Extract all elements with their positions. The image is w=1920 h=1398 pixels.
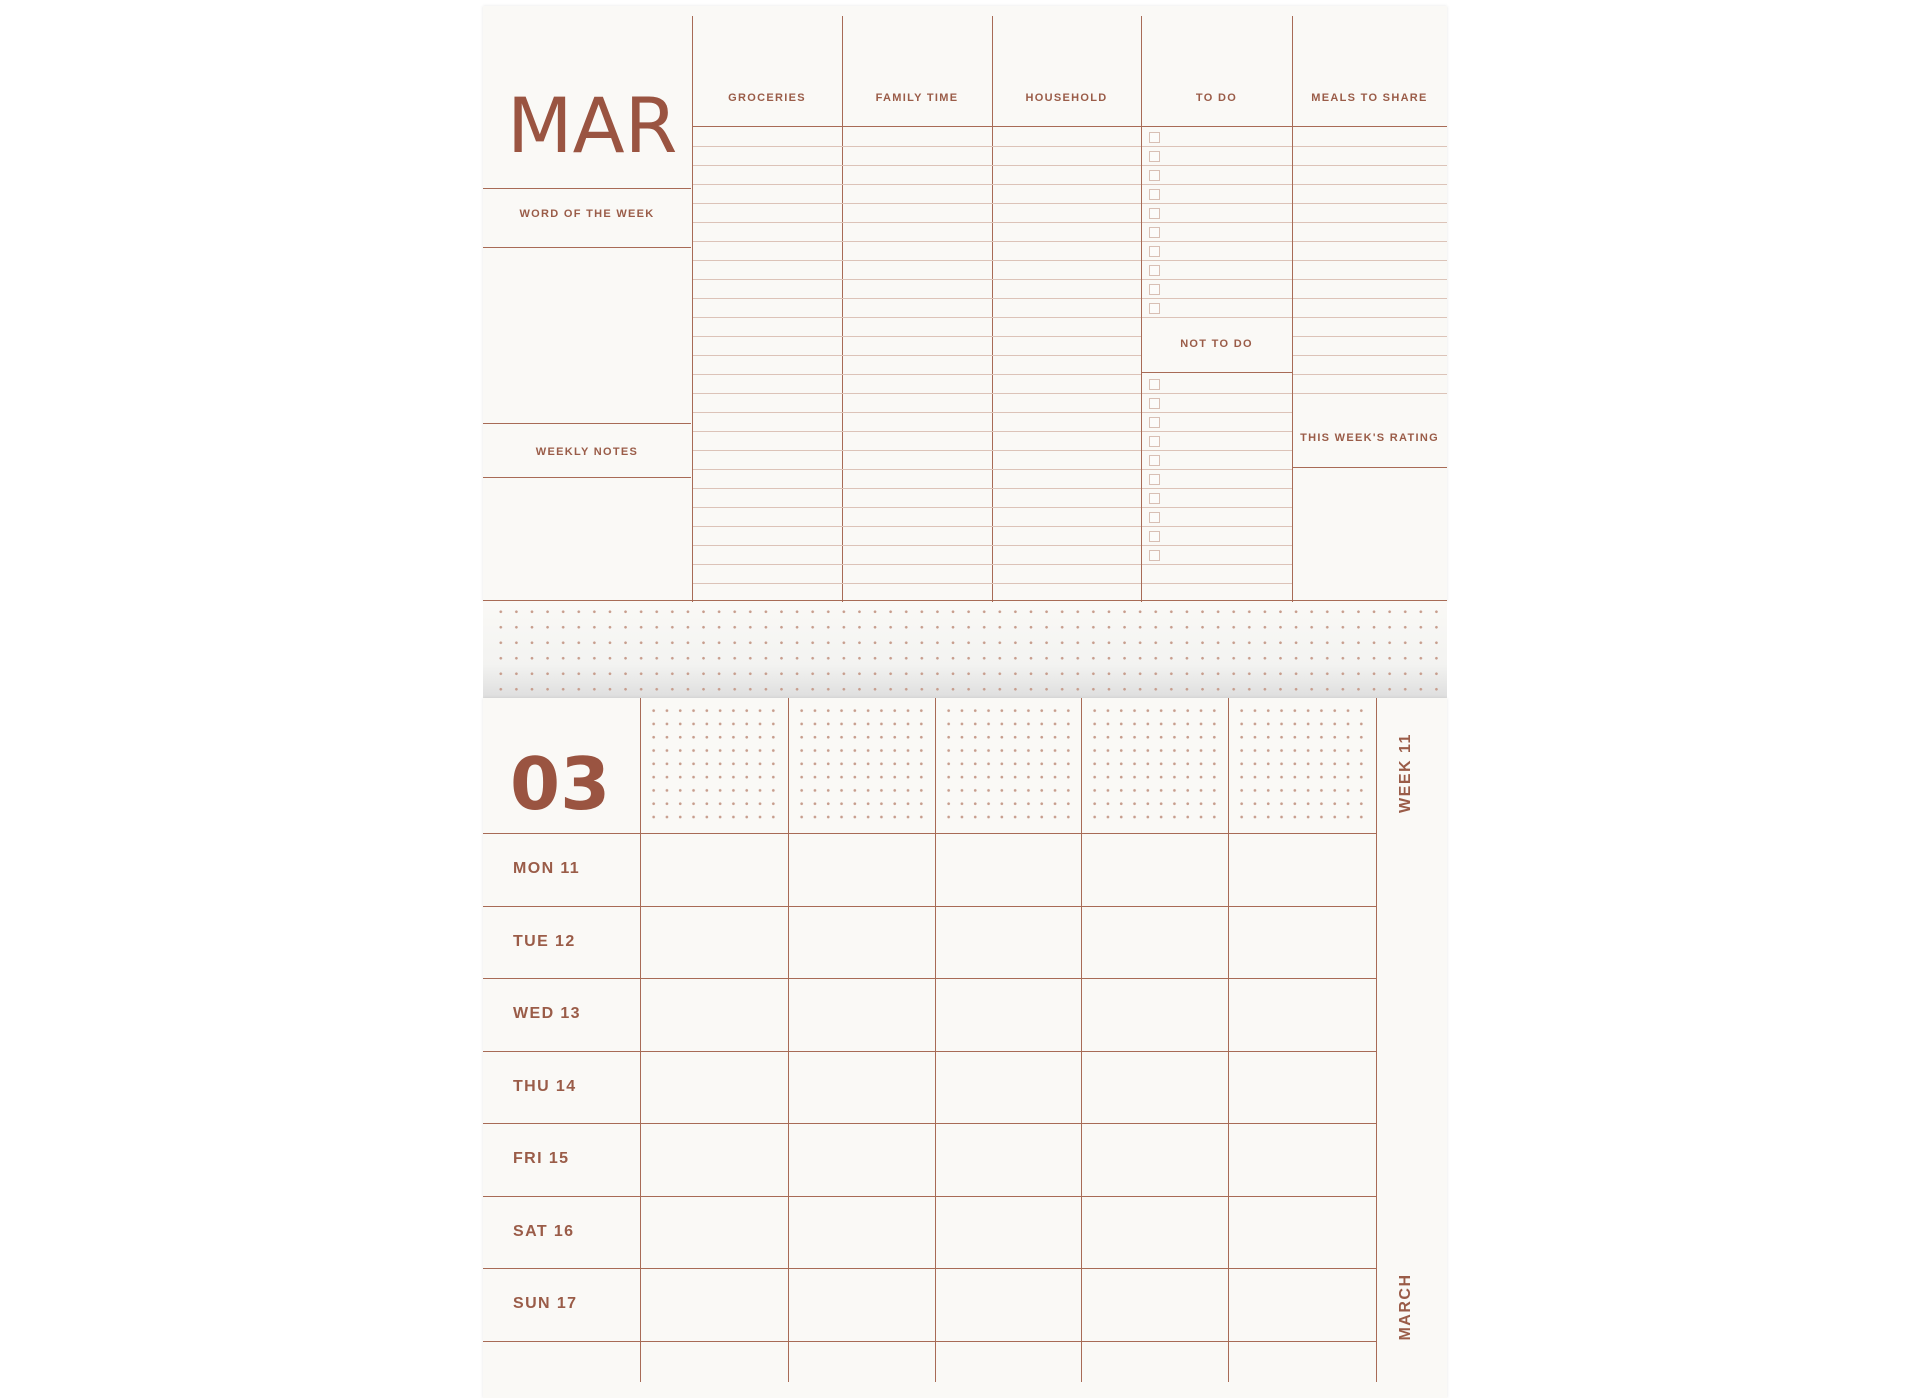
todo-checkbox[interactable]: [1149, 151, 1160, 162]
writing-rule: [693, 545, 1141, 546]
day-cell[interactable]: [936, 834, 1081, 905]
writing-rule: [1293, 260, 1447, 261]
dot-grid-cell[interactable]: [647, 704, 782, 828]
day-cell[interactable]: [641, 1124, 788, 1195]
to-do-header: TO DO: [1195, 92, 1238, 104]
todo-checkbox[interactable]: [1149, 284, 1160, 295]
day-cell[interactable]: [789, 1124, 935, 1195]
writing-rule: [1142, 279, 1292, 280]
writing-rule: [1293, 241, 1447, 242]
not-todo-checkbox[interactable]: [1149, 417, 1160, 428]
grid-row-line: [483, 1341, 1376, 1342]
writing-rule: [693, 279, 1141, 280]
dot-grid-cell[interactable]: [942, 704, 1075, 828]
day-cell[interactable]: [936, 907, 1081, 978]
day-cell[interactable]: [1082, 907, 1228, 978]
writing-rule: [1293, 165, 1447, 166]
dot-grid-cell[interactable]: [795, 704, 929, 828]
writing-rule: [1142, 431, 1292, 432]
day-label: TUE 12: [513, 932, 576, 950]
day-cell[interactable]: [1229, 834, 1376, 905]
not-todo-checkbox[interactable]: [1149, 436, 1160, 447]
household-header: HOUSEHOLD: [1025, 92, 1108, 104]
writing-rule: [1142, 564, 1292, 565]
weekly-notes-area[interactable]: [483, 478, 691, 598]
day-cell[interactable]: [936, 1269, 1081, 1340]
not-todo-checkbox[interactable]: [1149, 398, 1160, 409]
todo-checkbox[interactable]: [1149, 170, 1160, 181]
writing-rule: [693, 241, 1141, 242]
writing-rule: [693, 431, 1141, 432]
day-cell[interactable]: [1082, 1269, 1228, 1340]
day-cell[interactable]: [1229, 907, 1376, 978]
writing-rule: [1142, 241, 1292, 242]
day-cell[interactable]: [936, 979, 1081, 1050]
writing-rule: [1142, 526, 1292, 527]
day-cell[interactable]: [641, 1052, 788, 1123]
writing-rule: [1142, 412, 1292, 413]
writing-rule: [1293, 336, 1447, 337]
header-underline: [692, 126, 1447, 127]
writing-rule: [693, 317, 1141, 318]
writing-rule: [1142, 583, 1292, 584]
writing-rule: [693, 393, 1141, 394]
todo-checkbox[interactable]: [1149, 208, 1160, 219]
day-cell[interactable]: [1082, 1052, 1228, 1123]
day-cell[interactable]: [1229, 1197, 1376, 1268]
day-cell[interactable]: [641, 1197, 788, 1268]
writing-rule: [1142, 488, 1292, 489]
day-cell[interactable]: [789, 979, 935, 1050]
day-cell[interactable]: [936, 1052, 1081, 1123]
day-cell[interactable]: [1229, 1124, 1376, 1195]
weekly-notes-label: WEEKLY NOTES: [535, 446, 639, 458]
dot-grid: [490, 602, 1440, 694]
writing-rule: [693, 184, 1141, 185]
day-cell[interactable]: [936, 1197, 1081, 1268]
writing-rule: [693, 564, 1141, 565]
writing-rule: [1142, 469, 1292, 470]
week-number-label: WEEK 11: [1397, 733, 1414, 813]
divider: [1141, 372, 1292, 373]
writing-rule: [1142, 165, 1292, 166]
not-to-do-label: NOT TO DO: [1180, 338, 1253, 350]
writing-rule: [693, 203, 1141, 204]
todo-checkbox[interactable]: [1149, 246, 1160, 257]
day-label: MON 11: [513, 860, 581, 877]
day-cell[interactable]: [1082, 834, 1228, 905]
day-label: SAT 16: [513, 1222, 575, 1240]
writing-rule: [693, 165, 1141, 166]
day-cell[interactable]: [789, 1197, 935, 1268]
writing-rule: [1142, 298, 1292, 299]
day-cell[interactable]: [1229, 1052, 1376, 1123]
writing-rule: [1142, 222, 1292, 223]
day-cell[interactable]: [789, 834, 935, 905]
todo-checkbox[interactable]: [1149, 227, 1160, 238]
writing-rule: [693, 412, 1141, 413]
day-label: SUN 17: [513, 1295, 578, 1312]
day-cell[interactable]: [1082, 1197, 1228, 1268]
day-label: FRI 15: [513, 1150, 570, 1167]
writing-rule: [1293, 146, 1447, 147]
day-cell[interactable]: [641, 834, 788, 905]
writing-rule: [693, 336, 1141, 337]
day-cell[interactable]: [1082, 1124, 1228, 1195]
todo-checkbox[interactable]: [1149, 132, 1160, 143]
writing-rule: [1142, 507, 1292, 508]
day-label: WED 13: [513, 1005, 581, 1022]
not-todo-checkbox[interactable]: [1149, 493, 1160, 504]
not-todo-checkbox[interactable]: [1149, 531, 1160, 542]
writing-rule: [693, 450, 1141, 451]
writing-rule: [693, 260, 1141, 261]
grid-column-line: [1376, 698, 1377, 1382]
writing-rule: [1142, 545, 1292, 546]
writing-rule: [1142, 317, 1292, 318]
divider: [483, 423, 691, 424]
writing-rule: [693, 222, 1141, 223]
todo-checkbox[interactable]: [1149, 265, 1160, 276]
day-cell[interactable]: [936, 1124, 1081, 1195]
writing-rule: [693, 374, 1141, 375]
writing-rule: [1142, 260, 1292, 261]
writing-rule: [1293, 374, 1447, 375]
month-abbreviation: MAR: [507, 81, 678, 170]
writing-rule: [693, 507, 1141, 508]
rating-label: THIS WEEK'S RATING: [1300, 432, 1439, 444]
day-cell[interactable]: [789, 1052, 935, 1123]
month-number: 03: [510, 742, 611, 826]
writing-rule: [693, 526, 1141, 527]
writing-rule: [693, 469, 1141, 470]
day-cell[interactable]: [1082, 979, 1228, 1050]
writing-rule: [1293, 355, 1447, 356]
not-todo-checkbox[interactable]: [1149, 455, 1160, 466]
writing-rule: [1293, 203, 1447, 204]
page-bottom-line: [483, 600, 1447, 601]
groceries-header: GROCERIES: [728, 92, 806, 104]
todo-checkbox[interactable]: [1149, 189, 1160, 200]
writing-rule: [1142, 450, 1292, 451]
writing-rule: [1293, 317, 1447, 318]
writing-rule: [1142, 146, 1292, 147]
writing-rule: [693, 298, 1141, 299]
word-of-week-area[interactable]: [483, 248, 691, 423]
family-time-header: FAMILY TIME: [875, 92, 959, 104]
not-todo-checkbox[interactable]: [1149, 474, 1160, 485]
writing-rule: [1293, 393, 1447, 394]
writing-rule: [1142, 393, 1292, 394]
writing-rule: [1142, 184, 1292, 185]
not-todo-checkbox[interactable]: [1149, 379, 1160, 390]
rating-area[interactable]: [1292, 468, 1447, 598]
day-cell[interactable]: [641, 979, 788, 1050]
day-cell[interactable]: [1229, 1269, 1376, 1340]
todo-checkbox[interactable]: [1149, 303, 1160, 314]
dot-grid-cell[interactable]: [1088, 704, 1222, 828]
day-label: THU 14: [513, 1077, 577, 1095]
month-name-label: MARCH: [1397, 1273, 1414, 1341]
writing-rule: [693, 488, 1141, 489]
day-cell[interactable]: [1229, 979, 1376, 1050]
writing-rule: [1293, 184, 1447, 185]
writing-rule: [1142, 203, 1292, 204]
day-cell[interactable]: [789, 1269, 935, 1340]
divider: [483, 188, 691, 189]
dot-grid-cell[interactable]: [1235, 704, 1370, 828]
writing-rule: [693, 355, 1141, 356]
not-todo-checkbox[interactable]: [1149, 512, 1160, 523]
not-todo-checkbox[interactable]: [1149, 550, 1160, 561]
writing-rule: [1293, 298, 1447, 299]
writing-rule: [693, 583, 1141, 584]
meals-to-share-header: MEALS TO SHARE: [1311, 92, 1428, 104]
day-cell[interactable]: [641, 1269, 788, 1340]
day-cell[interactable]: [789, 907, 935, 978]
day-cell[interactable]: [641, 907, 788, 978]
word-of-week-label: WORD OF THE WEEK: [519, 208, 655, 220]
writing-rule: [1293, 279, 1447, 280]
writing-rule: [693, 146, 1141, 147]
writing-rule: [1293, 222, 1447, 223]
